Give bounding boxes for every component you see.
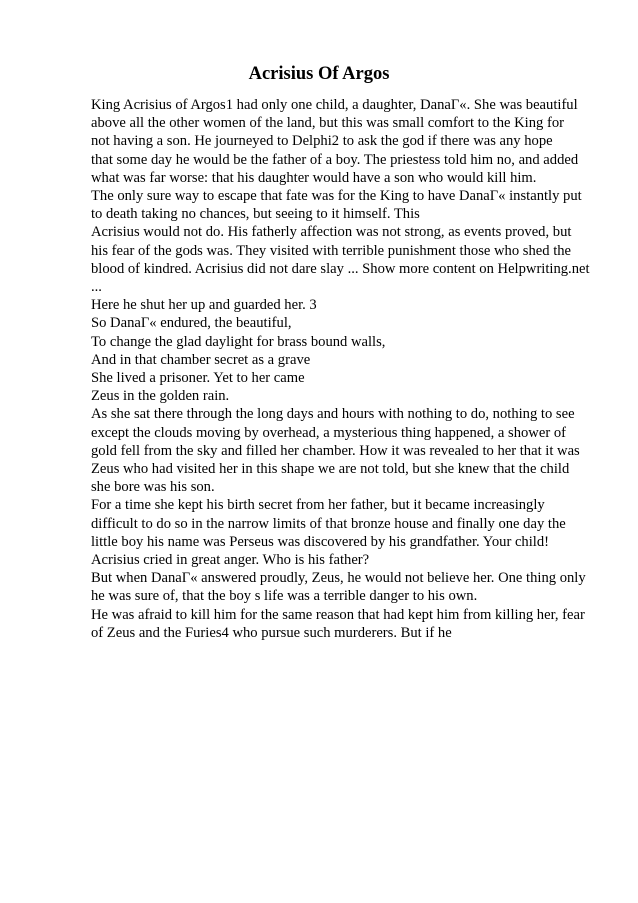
text-line: To change the glad daylight for brass bound walls, bbox=[91, 333, 386, 350]
text-line: gold fell from the sky and filled her chamber. How it was revealed to her that it was bbox=[91, 442, 580, 459]
text-line: The only sure way to escape that fate was for the King to have DanaΓ« instantly put bbox=[91, 188, 582, 205]
text-line: blood of kindred. Acrisius did not dare slay ... Show more content on Helpwriting.net bbox=[91, 260, 590, 277]
text-line: And in that chamber secret as a grave bbox=[91, 351, 311, 368]
text-line: of Zeus and the Furies4 who pursue such murderers. But if he bbox=[91, 624, 452, 641]
text-line: what was far worse: that his daughter would have a son who would kill him. bbox=[91, 169, 537, 186]
text-line: to death taking no chances, but seeing to it himself. This bbox=[91, 206, 420, 223]
text-line: ... bbox=[91, 279, 102, 296]
text-line: He was afraid to kill him for the same reason that had kept him from killing her, fear bbox=[91, 606, 585, 623]
text-line: Zeus who had visited her in this shape we are not told, but she knew that the child bbox=[91, 461, 570, 478]
text-line: For a time she kept his birth secret from her father, but it became increasingly bbox=[91, 497, 545, 514]
text-line: King Acrisius of Argos1 had only one child, a daughter, DanaΓ«. She was beautiful bbox=[91, 97, 578, 113]
text-line: Zeus in the golden rain. bbox=[91, 388, 230, 405]
text-line: So DanaΓ« endured, the beautiful, bbox=[91, 315, 292, 332]
text-line: above all the other women of the land, but this was small comfort to the King for bbox=[91, 115, 564, 132]
text-line: difficult to do so in the narrow limits of that bronze house and finally one day the bbox=[91, 515, 566, 532]
text-line: little boy his name was Perseus was discovered by his grandfather. Your child! bbox=[91, 533, 549, 550]
text-line: Here he shut her up and guarded her. 3 bbox=[91, 297, 317, 314]
text-line: his fear of the gods was. They visited with terrible punishment those who shed the bbox=[91, 242, 572, 259]
text-line: not having a son. He journeyed to Delphi2 to ask the god if there was any hope bbox=[91, 133, 553, 150]
text-line: As she sat there through the long days and hours with nothing to do, nothing to see bbox=[91, 406, 575, 423]
document-title: Acrisius Of Argos bbox=[248, 64, 390, 84]
text-line: that some day he would be the father of a boy. The priestess told him no, and added bbox=[91, 151, 579, 168]
text-line: she bore was his son. bbox=[91, 479, 215, 496]
text-line: She lived a prisoner. Yet to her came bbox=[91, 370, 305, 387]
text-line: he was sure of, that the boy s life was a terrible danger to his own. bbox=[91, 588, 478, 605]
document-body bbox=[91, 96, 611, 642]
text-line: Acrisius cried in great anger. Who is his father? bbox=[91, 552, 370, 569]
text-line: except the clouds moving by overhead, a mysterious thing happened, a shower of bbox=[91, 424, 566, 441]
text-line: But when DanaΓ« answered proudly, Zeus, he would not believe her. One thing only bbox=[91, 570, 586, 587]
text-line: Acrisius would not do. His fatherly affection was not strong, as events proved, but bbox=[91, 224, 572, 241]
